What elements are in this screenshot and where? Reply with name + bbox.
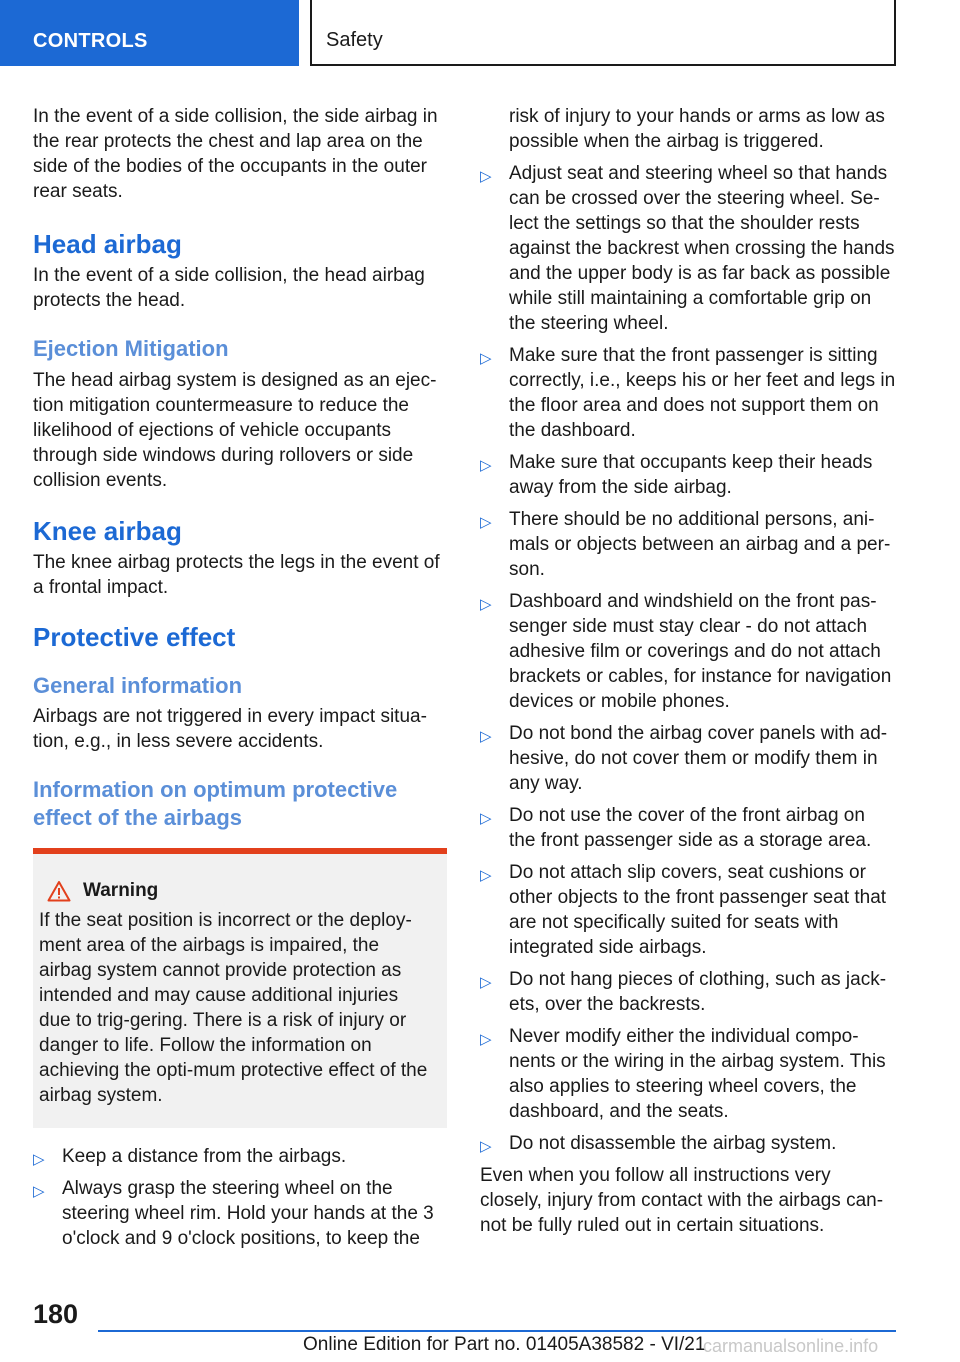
bullet-marker-icon: ▷ (480, 457, 492, 474)
right-column (480, 104, 896, 1238)
ejection-text: The head airbag system is designed as an ejec‐tion mitigation countermeasure to reduce the likelihood of ejections of vehicle occupants through side windows during rollovers or side collision events. (33, 370, 437, 491)
bullet-marker-icon: ▷ (33, 1151, 45, 1168)
warning-triangle-icon (47, 880, 71, 902)
section-tab (0, 0, 299, 66)
list-item: ▷ Keep a distance from the airbags. (33, 1144, 447, 1169)
footer-divider (98, 1330, 896, 1332)
list-item: ▷ Do not hang pieces of clothing, such as jack‐ets, over the backrests. (480, 969, 887, 1015)
bullet-marker-icon: ▷ (480, 1138, 492, 1155)
footer-edition: Online Edition for Part no. 01405A38582 - VI/21 (303, 1334, 706, 1355)
continued-paragraph: risk of injury to your hands or arms as low as possible when the airbag is triggered. (509, 106, 885, 152)
bullet-marker-icon: ▷ (480, 810, 492, 827)
heading-head-airbag: Head airbag (33, 229, 182, 259)
page-number: 180 (33, 1299, 79, 1329)
section-title: CONTROLS (33, 30, 148, 52)
bullet-marker-icon: ▷ (480, 514, 492, 531)
bullet-marker-icon: ▷ (480, 596, 492, 613)
warning-label: Warning (83, 880, 159, 901)
heading-general-information: General information (33, 673, 243, 698)
general-information-text: Airbags are not triggered in every impact situa‐tion, e.g., in less severe accidents. (33, 706, 427, 752)
heading-optimum-protective-effect: Information on optimum protective effect of the airbags (33, 777, 398, 830)
list-item: ▷ Do not attach slip covers, seat cushions or other objects to the front passenger seat that are not specifically suited for seats with integrated side airbags. (480, 862, 887, 958)
bullet-marker-icon: ▷ (480, 974, 492, 991)
bullet-marker-icon: ▷ (480, 1031, 492, 1048)
chapter-header (310, 0, 896, 66)
list-item: ▷ Make sure that the front passenger is sitting correctly, i.e., keeps his or her feet and legs in the floor area and does not support them on the dashboard. (480, 345, 896, 441)
list-item: ▷ Adjust seat and steering wheel so that hands can be crossed over the steering wheel. Se‐lect the settings so that the shoulder rests against the backrest when crossing the hands and the upper body is as far back as possible while still maintaining a comfortable grip on the steering wheel. (480, 163, 895, 334)
list-item: ▷ Never modify either the individual compo‐nents or the wiring in the airbag system. This also applies to steering wheel covers, the dashboard, and the seats. (480, 1026, 886, 1122)
head-airbag-text: In the event of a side collision, the head airbag protects the head. (33, 265, 425, 311)
closing-paragraph: Even when you follow all instructions very closely, injury from contact with the airbags can‐not be fully ruled out in certain situations. (480, 1165, 884, 1236)
heading-ejection-mitigation: Ejection Mitigation (33, 336, 229, 361)
chapter-title: Safety (326, 29, 383, 51)
left-bullet-list (33, 1144, 447, 1251)
list-item: ▷ Do not use the cover of the front airbag on the front passenger side as a storage area. (480, 805, 872, 851)
knee-airbag-text: The knee airbag protects the legs in the event of a frontal impact. (33, 552, 440, 598)
left-column (33, 104, 447, 1251)
heading-protective-effect: Protective effect (33, 622, 236, 652)
bullet-marker-icon: ▷ (480, 350, 492, 367)
warning-header (39, 878, 435, 904)
bullet-marker-icon: ▷ (480, 168, 492, 185)
intro-paragraph: In the event of a side collision, the side airbag in the rear protects the chest and lap area on the side of the bodies of the occupants in the outer rear seats. (33, 106, 438, 202)
bullet-marker-icon: ▷ (33, 1183, 45, 1200)
list-item: ▷ There should be no additional persons, ani‐mals or objects between an airbag and a per‐son. (480, 509, 891, 580)
heading-knee-airbag: Knee airbag (33, 516, 182, 546)
bullet-marker-icon: ▷ (480, 728, 492, 745)
list-item: ▷ Always grasp the steering wheel on the steering wheel rim. Hold your hands at the 3 o'clock and 9 o'clock positions, to keep the (33, 1178, 434, 1249)
right-bullet-list (480, 161, 896, 1156)
warning-text: If the seat position is incorrect or the deploy‐ment area of the airbags is impaired, the airbag system cannot provide protection as intended and may cause additional injuries due to trig‐gering. There is a risk of injury or danger to life. Follow the information on achieving the opti‐mum protective effect of the airbag system. (39, 910, 428, 1106)
warning-box (33, 848, 447, 1128)
list-item: ▷ Do not disassemble the airbag system. (480, 1131, 896, 1156)
bullet-marker-icon: ▷ (480, 867, 492, 884)
list-item: ▷ Make sure that occupants keep their heads away from the side airbag. (480, 452, 873, 498)
watermark-text: carmanualsonline.info (703, 1336, 879, 1356)
list-item: ▷ Dashboard and windshield on the front pas‐senger side must stay clear - do not attach adhesive film or coverings and do not attach brackets or cables, for instance for navigation devices or mobile phones. (480, 591, 892, 712)
list-item: ▷ Do not bond the airbag cover panels with ad‐hesive, do not cover them or modify them in any way. (480, 723, 888, 794)
